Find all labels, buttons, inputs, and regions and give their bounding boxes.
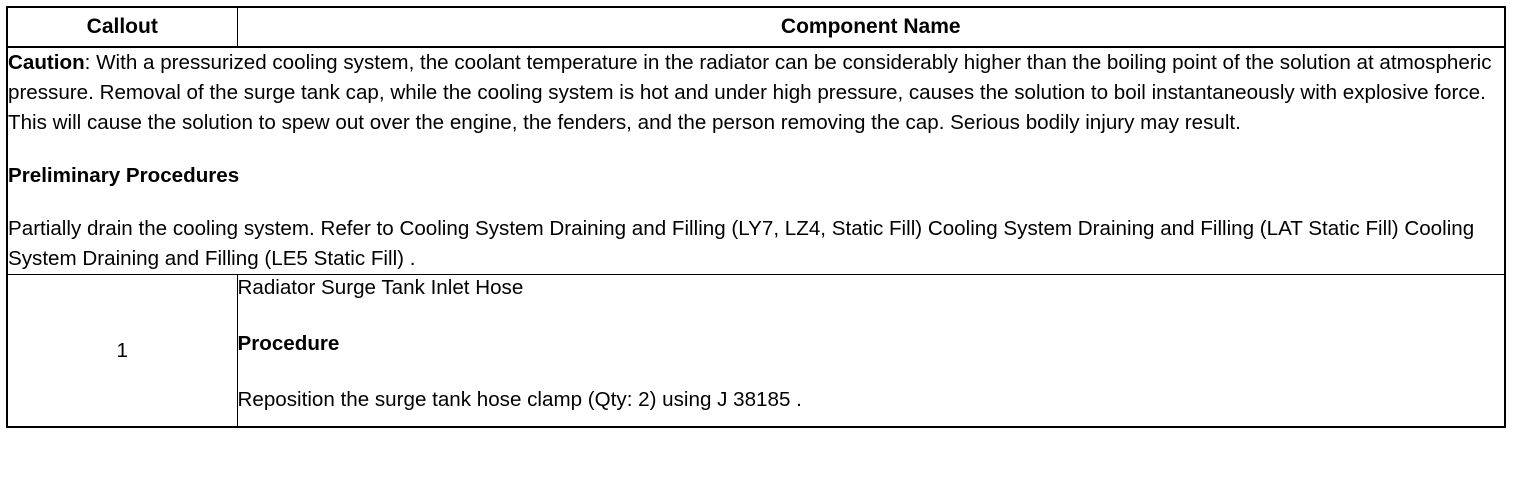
caution-paragraph bbox=[8, 48, 1504, 138]
caution-text: With a pressurized cooling system, the coolant temperature in the radiator can be considerably higher than the boiling point of the solution at atmospheric pressure. Removal of the surge tank cap, while the cooling system is hot and under high pressure, causes the solution to boil instantaneously with explosive force. This will cause the solution to spew out over the engine, the fenders, and the person removing the cap. Serious bodily injury may result. bbox=[8, 51, 1492, 134]
caution-label: Caution bbox=[8, 51, 85, 74]
preliminary-heading: Preliminary Procedures bbox=[8, 164, 240, 187]
header-component-name: Component Name bbox=[237, 7, 1505, 47]
preliminary-text: Partially drain the cooling system. Refer to Cooling System Draining and Filling (LY7, LZ4, Static Fill) Cooling System Draining and Filling (LAT Static Fill) Cooling System Draining and Filling (LE5 Static Fill) . bbox=[8, 217, 1475, 270]
caution-separator: : bbox=[84, 51, 97, 74]
procedure-text: Reposition the surge tank hose clamp (Qty: 2) using J 38185 . bbox=[237, 388, 802, 411]
header-row bbox=[7, 7, 1505, 47]
component-cell bbox=[237, 275, 1505, 428]
callout-number: 1 bbox=[7, 275, 237, 428]
caution-row bbox=[7, 47, 1505, 275]
procedure-heading: Procedure bbox=[237, 332, 340, 355]
component-name: Radiator Surge Tank Inlet Hose bbox=[237, 276, 524, 299]
header-callout: Callout bbox=[7, 7, 237, 47]
table-row bbox=[7, 275, 1505, 428]
caution-cell bbox=[7, 47, 1505, 275]
procedure-table bbox=[6, 6, 1506, 428]
